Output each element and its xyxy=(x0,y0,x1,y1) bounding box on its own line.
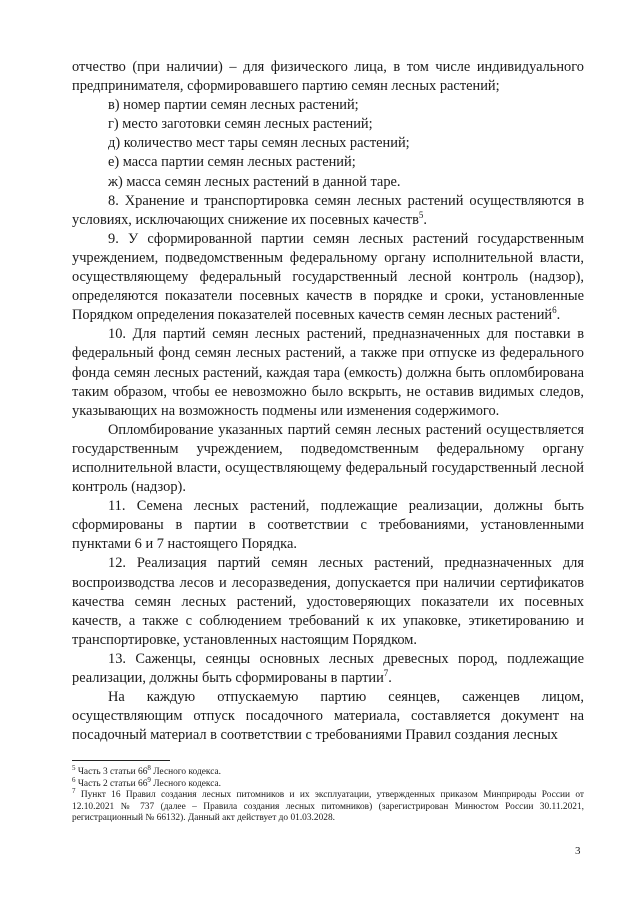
footnote-7 xyxy=(72,787,585,825)
footnote-number: 7 xyxy=(72,787,76,796)
footnote-tail: Лесного кодекса. xyxy=(150,767,221,777)
footnote-text: Пункт 16 Правил создания лесных питомников и их эксплуатации, утвержденных приказом Минприроды России от 12.10.2021 № 737 (далее – Правила создания лесных питомников) (зарегистрирован Минюстом России 30.11.2021, регистрационный № 66132). Данный акт действует до 01.03.2028. xyxy=(72,790,585,824)
footnote-ref-7: 7 xyxy=(383,668,389,679)
footnote-number: 5 xyxy=(72,763,76,772)
paragraph-11: 11. Семена лесных растений, подлежащие реализации, должны быть сформированы в партии в соответствии с требованиями, установленными пунктами 6 и 7 настоящего Порядка. xyxy=(72,498,584,553)
paragraph-12: 12. Реализация партий семян лесных растений, предназначенных для воспроизводства лесов и лесоразведения, допускается при наличии сертификатов качества семян лесных растений, удостоверяющих показатели их посевных качеств, а также с соблюдением требований к их упаковке, этикетированию и транспортировке, установленных настоящим Порядком. xyxy=(72,555,584,648)
footnote-text: Часть 3 статьи 66 xyxy=(77,767,148,777)
footnote-6 xyxy=(72,775,584,791)
page-number: 3 xyxy=(575,845,581,857)
paragraph-13 xyxy=(72,650,584,688)
footnote-tail: Лесного кодекса. xyxy=(150,778,221,789)
list-item-e: е) масса партии семян лесных растений; xyxy=(108,154,356,171)
list-item-d: д) количество мест тары семян лесных растений; xyxy=(108,135,410,152)
footnote-number: 6 xyxy=(72,775,76,784)
paragraph-13-document: На каждую отпускаемую партию сеянцев, саженцев лицом, осуществляющим отпуск посадочного материала, составляется документ на посадочный материал в соответствии с требованиями Правил создания лесных xyxy=(72,689,584,744)
footnote-article-sup: 8 xyxy=(147,763,151,772)
list-item-v: в) номер партии семян лесных растений; xyxy=(108,97,359,114)
paragraph-9 xyxy=(72,230,584,325)
list-item-g: г) место заготовки семян лесных растений; xyxy=(108,116,373,133)
paragraph-13-end: . xyxy=(388,670,392,686)
paragraph-8-end: . xyxy=(423,211,428,228)
paragraph-13-text: 13. Саженцы, сеянцы основных лесных древесных пород, подлежащие реализации, должны быть сформированы в партии xyxy=(72,650,584,686)
list-item-zh: ж) масса семян лесных растений в данной таре. xyxy=(108,173,401,190)
footnotes xyxy=(72,763,585,825)
footnote-separator xyxy=(72,760,170,761)
paragraph-8-text: 8. Хранение и транспортировка семян лесных растений осуществляются в условиях, исключающих снижение их посевных качеств xyxy=(72,192,584,228)
footnote-ref-6: 6 xyxy=(552,305,557,316)
paragraph-9-end: . xyxy=(556,307,561,324)
paragraph-continued: отчество (при наличии) – для физического лица, в том числе индивидуального предпринимателя, сформировавшего партию семян лесных растений; xyxy=(72,59,584,95)
page-body xyxy=(72,58,584,745)
footnote-ref-5: 5 xyxy=(418,209,424,220)
paragraph-9-text: 9. У сформированной партии семян лесных растений государственным учреждением, подведомственным федеральному органу исполнительной власти, осуществляющему федеральный государственный лесной контроль (надзор), определяются показатели посевных качеств в порядке и сроки, установленные Порядком определения показателей посевных качеств семян лесных растений xyxy=(72,230,584,324)
paragraph-10: 10. Для партий семян лесных растений, предназначенных для поставки в федеральный фонд семян лесных растений, а также при отпуске из федерального фонда семян лесных растений, каждая тара (емкость) должна быть опломбирована таким образом, чтобы ее невозможно было вскрыть, не оставив видимых следов, указывающих на возможность подмены или изменения содержимого. xyxy=(72,326,584,419)
paragraph-10-sealing: Опломбирование указанных партий семян лесных растений осуществляется государственным учреждением, подведомственным федеральному органу исполнительной власти, осуществляющему федеральный государственный лесной контроль (надзор). xyxy=(72,421,584,496)
paragraph-8 xyxy=(72,192,584,230)
footnote-text: Часть 2 статьи 66 xyxy=(77,778,148,789)
footnote-article-sup: 9 xyxy=(147,775,151,784)
